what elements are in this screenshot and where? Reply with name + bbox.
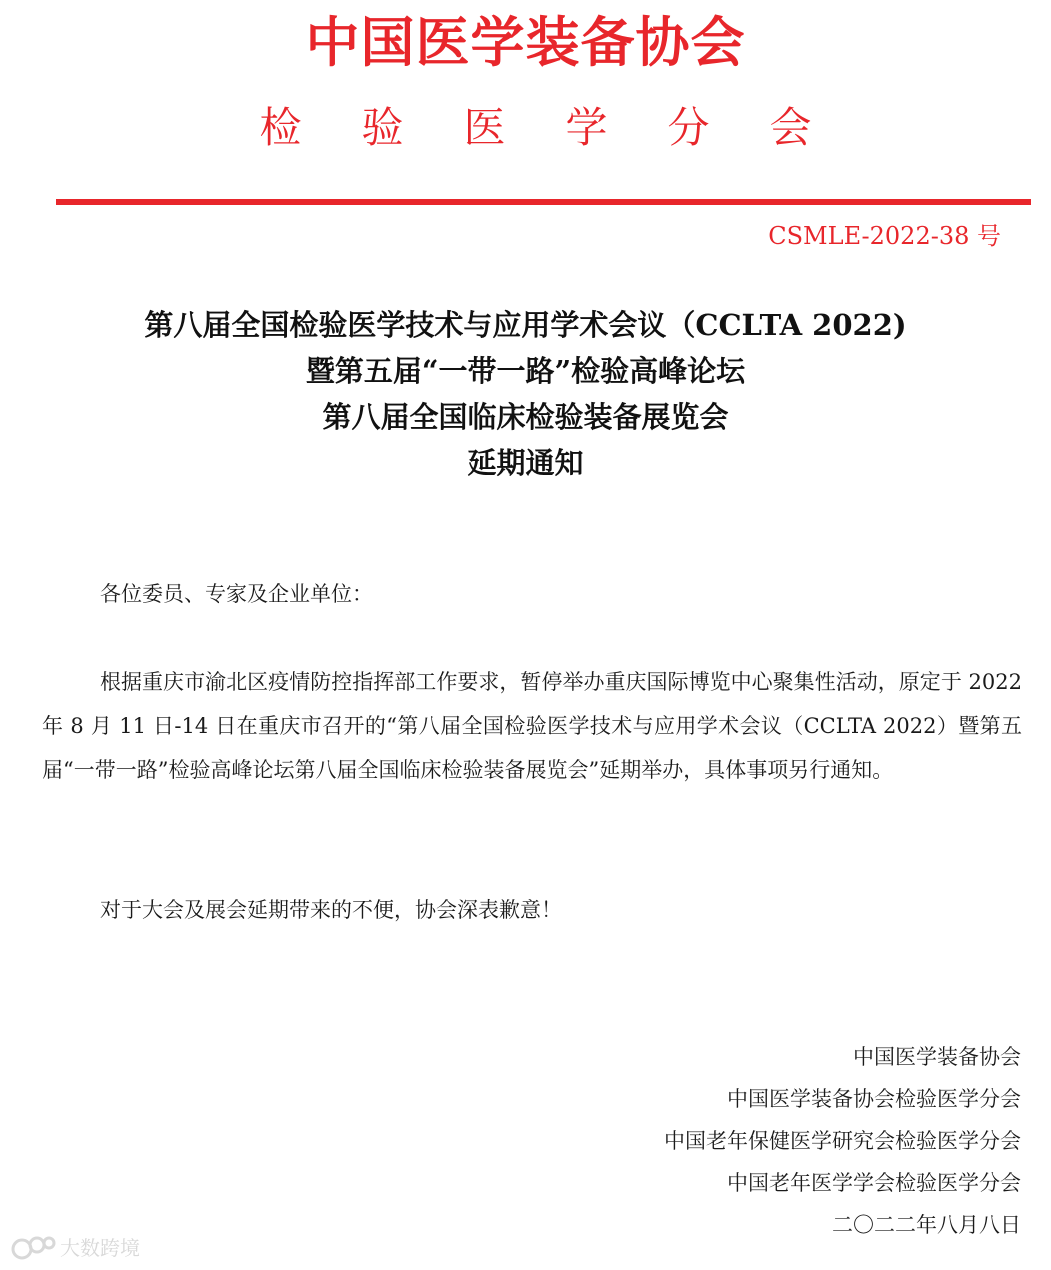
headline-line-1: 第八届全国检验医学技术与应用学术会议（CCLTA 2022) <box>144 308 907 342</box>
body-paragraph-2: 对于大会及展会延期带来的不便，协会深表歉意！ <box>100 898 562 922</box>
branch-title-char: 学 <box>565 103 608 152</box>
branch-title <box>0 98 1051 158</box>
body-paragraph-1: 根据重庆市渝北区疫情防控指挥部工作要求，暂停举办重庆国际博览中心聚集性活动，原定于 2022 年 8 月 11 日-14 日在重庆市召开的“第八届全国检验医学技术与应用学术会议（CCLTA 2022）暨第五届“一带一路”检验高峰论坛第八届全国临床检验装备展览会”延期举办，具体事项另行通知。 <box>42 670 1022 782</box>
signature-block <box>664 1036 1021 1246</box>
branch-title-char: 验 <box>361 103 404 152</box>
branch-title-char: 医 <box>463 103 506 152</box>
watermark-text: 大数跨境 <box>60 1236 140 1260</box>
logo-mark-icon <box>10 1233 56 1261</box>
header-divider <box>56 199 1031 205</box>
notice-headline <box>0 302 1051 486</box>
signature-org-4: 中国老年医学学会检验医学分会 <box>727 1171 1021 1195</box>
headline-line-4: 延期通知 <box>467 446 584 480</box>
headline-line-2: 暨第五届“一带一路”检验高峰论坛 <box>305 354 746 388</box>
signature-org-1: 中国医学装备协会 <box>853 1045 1021 1069</box>
watermark <box>10 1232 140 1261</box>
org-title: 中国医学装备协会 <box>305 11 746 74</box>
signature-org-3: 中国老年保健医学研究会检验医学分会 <box>664 1129 1021 1153</box>
signature-date: 二〇二二年八月八日 <box>832 1213 1021 1237</box>
signature-org-2: 中国医学装备协会检验医学分会 <box>727 1087 1021 1111</box>
headline-line-3: 第八届全国临床检验装备展览会 <box>322 400 729 434</box>
salutation: 各位委员、专家及企业单位： <box>100 582 373 606</box>
branch-title-char: 会 <box>769 103 812 152</box>
document-number: CSMLE-2022-38 号 <box>768 222 1001 250</box>
branch-title-char: 分 <box>667 103 710 152</box>
branch-title-char: 检 <box>259 103 302 152</box>
